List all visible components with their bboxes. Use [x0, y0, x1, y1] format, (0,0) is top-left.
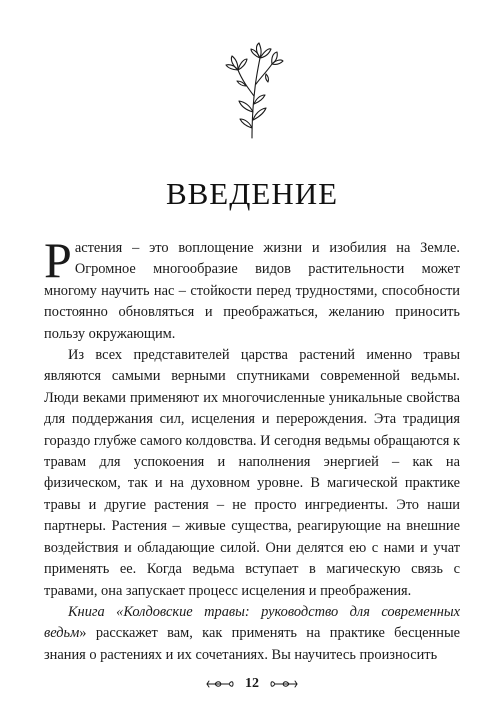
page-title: ВВЕДЕНИЕ: [165, 176, 339, 211]
flourish-left-icon: [205, 678, 235, 690]
paragraph-1: [44, 232, 460, 345]
paragraph-1-text: астения – это воплощение жизни и изобилия на Земле. Огромное многообразие видов растительности может многому научить нас – стойкости перед трудностями, способности постоянно обновляться и преображаться, желанию приносить пользу окружающим.: [44, 240, 460, 342]
paragraph-3-rest: » расскажет вам, как применять на практике бесценные знания о растениях и их сочетаниях. Вы научитесь произносить: [44, 625, 460, 663]
body-text: [44, 232, 460, 666]
paragraph-2: Из всех представителей царства растений именно травы являются самыми верными спутниками современной ведьмы. Люди веками применяют их многочисленные уникальные свойства для поддержания сил, исцеления и перерождения. Эта традиция гораздо глубже самого колдовства. И сегодня ведьмы обращаются к травам для успокоения и наполнения энергией – как на физическом, так и на духовном уровне. В магической практике травы и другие растения – не просто ингредиенты. Это наши партнеры. Растения – живые существа, реагирующие на внешние воздействия и обладающие силой. Они делятся ею с нами и учат применять ее. Когда ведьма вступает в магическую связь с травами, она запускает процесс исцеления и преображения.: [44, 347, 460, 599]
page-number: 12: [245, 676, 259, 691]
drop-cap: Р: [44, 232, 72, 288]
flourish-right-icon: [269, 678, 299, 690]
page-footer: [0, 672, 504, 696]
flower-sprig-icon: [222, 40, 284, 140]
paragraph-3: [44, 602, 460, 666]
book-title: Колдовские травы: руководство для современных ведьм: [44, 603, 460, 642]
paragraph-3-start: Книга «: [68, 603, 124, 620]
